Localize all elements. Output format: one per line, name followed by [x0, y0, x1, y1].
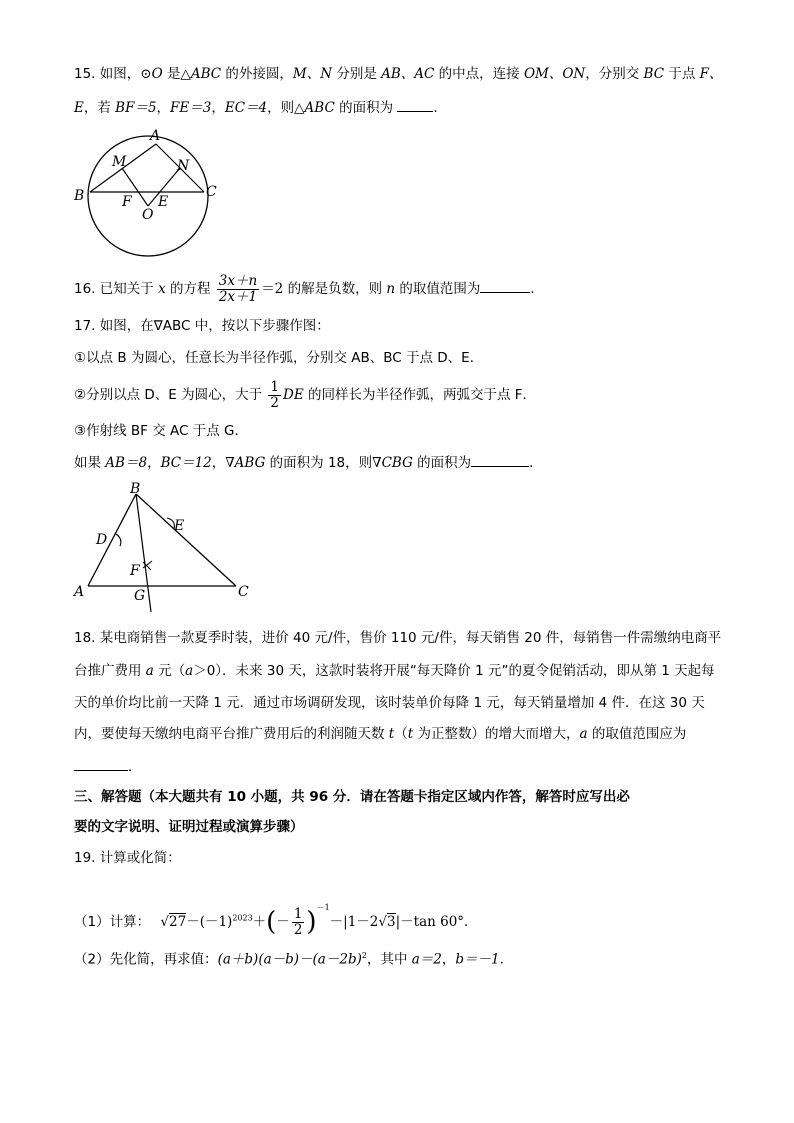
math: ＝2 — [261, 281, 284, 297]
q17-step3: ③作射线 BF 交 AC 于点 G． — [74, 423, 248, 439]
q18-line5 — [74, 756, 142, 777]
answer-blank[interactable] — [74, 756, 128, 771]
denominator: 2 — [293, 921, 303, 938]
label-c: C — [238, 584, 249, 600]
text: 内，要使每天缴纳电商平台推广费用后的利润随天数 — [74, 726, 389, 742]
text: 为正整数）的增大而增大， — [413, 726, 580, 742]
math: EC＝4 — [224, 100, 268, 116]
label-c: C — [206, 184, 217, 200]
exponent: 2 — [361, 951, 367, 960]
label-m: M — [112, 154, 127, 170]
text: ， — [147, 455, 161, 471]
text: 的外接圆， — [221, 66, 293, 82]
q17-figure — [70, 478, 260, 618]
label-g: G — [134, 588, 146, 604]
math: OM、ON — [523, 66, 586, 82]
q17-step1: ①以点 B 为圆心，任意长为半径作弧，分别交 AB、BC 于点 D、E． — [74, 350, 484, 366]
text: ． — [529, 455, 543, 471]
label-n: N — [177, 158, 190, 174]
math: ⊙O — [140, 66, 163, 82]
text: 分别是 — [332, 66, 382, 82]
math: x — [158, 281, 166, 297]
sqrt-3: √3 — [378, 914, 396, 930]
q19-part1 — [74, 888, 478, 942]
math: M、N — [292, 66, 333, 82]
text: 的解是负数，则 — [283, 281, 387, 297]
text: （ — [394, 726, 408, 742]
exponent: 2023 — [232, 913, 253, 923]
text: ，则 — [267, 100, 295, 116]
segment-bc — [136, 494, 236, 586]
text: 如果 — [74, 455, 106, 471]
text: 的同样长为半径作弧，两弧交于点 F． — [303, 387, 537, 403]
math: E — [74, 100, 84, 116]
text: 的中点，连接 — [434, 66, 524, 82]
math: F、 — [699, 66, 723, 82]
math: |1－2 — [343, 914, 379, 930]
math: | — [395, 914, 401, 930]
math: a — [145, 663, 154, 679]
q17-given — [74, 452, 543, 473]
math: (－1) — [199, 914, 233, 930]
arc-d — [116, 534, 121, 546]
label-a: A — [74, 584, 85, 600]
q19-part2 — [74, 946, 513, 970]
math: － — [329, 914, 344, 930]
math: － — [276, 914, 290, 930]
q18-line2 — [74, 661, 715, 681]
math: ＋ — [252, 914, 267, 930]
math: t — [407, 726, 414, 742]
math: a — [579, 726, 588, 742]
math: BF＝5 — [115, 100, 157, 116]
paren: ( — [266, 907, 277, 937]
text: 的取值范围为 — [395, 281, 481, 297]
numerator: 1 — [270, 378, 279, 395]
q17-step2 — [74, 378, 536, 412]
q18-line4 — [74, 724, 686, 744]
math: ∇CBG — [372, 455, 413, 471]
text: （1）计算： — [74, 914, 151, 930]
math: DE — [283, 387, 304, 403]
fraction-half — [292, 907, 305, 938]
text: 是 — [162, 66, 181, 82]
label-d: D — [96, 532, 108, 548]
denominator: 2x＋1 — [218, 288, 258, 305]
text: ． — [128, 759, 142, 775]
q15-line2 — [74, 97, 447, 118]
fraction-half — [268, 380, 281, 411]
label-b: B — [74, 188, 85, 204]
circumcircle — [88, 136, 208, 256]
text: ②分别以点 D、E 为圆心，大于 — [74, 387, 267, 403]
label-o: O — [142, 207, 154, 223]
text: ． — [433, 100, 447, 116]
label-f: F — [122, 194, 132, 210]
text: 元（ — [153, 663, 186, 679]
radicand: 27 — [169, 914, 187, 930]
text: 的面积为 — [334, 100, 398, 116]
label-a: A — [150, 128, 161, 144]
math: BC — [643, 66, 665, 82]
answer-blank[interactable] — [397, 97, 433, 112]
label-b: B — [130, 481, 141, 497]
section3-heading-line2: 要的文字说明、证明过程或演算步骤） — [74, 819, 304, 835]
text: 于点 — [664, 66, 700, 82]
q18-line1: 18. 某电商销售一款夏季时装，进价 40 元/件，售价 110 元/件，每天销售 20 件，每销售一件需缴纳电商平 — [74, 630, 722, 646]
q17-title: 17. 如图，在∇ABC 中，按以下步骤作图： — [74, 318, 330, 334]
text: ， — [211, 100, 225, 116]
text: ，若 — [83, 100, 116, 116]
text: ， — [441, 951, 456, 968]
text: ， — [211, 455, 226, 471]
text: ，其中 — [366, 951, 412, 968]
label-f: F — [130, 563, 140, 579]
paren: ) — [306, 907, 317, 937]
math: △ABC — [294, 100, 335, 116]
math: ∇ABG — [225, 455, 266, 471]
exponent: －1 — [316, 903, 330, 912]
math: AB＝8 — [105, 455, 148, 471]
answer-blank[interactable] — [480, 278, 530, 293]
text: ． — [530, 281, 544, 297]
math: AB、AC — [381, 66, 435, 82]
math: b＝－1 — [455, 951, 500, 968]
math: FE＝3 — [170, 100, 212, 116]
text: ． — [499, 951, 514, 968]
q15-figure — [70, 126, 230, 262]
math: (a＋b)(a－b)－(a－2b) — [217, 951, 362, 968]
text: 15. 如图， — [74, 66, 141, 82]
text: ， — [156, 100, 171, 116]
fraction — [217, 274, 259, 305]
label-e: E — [174, 518, 185, 534]
math: － — [186, 914, 200, 930]
q19-title: 19. 计算或化简： — [74, 850, 181, 866]
text: 的面积为 18，则 — [265, 455, 373, 471]
text: ＞0）．未来 30 天，这款时装将开展“每天降价 1 元”的夏令促销活动，即从第 1 天起每 — [193, 663, 715, 679]
text: 的方程 — [165, 281, 215, 297]
math: t — [388, 726, 395, 742]
text: （2）先化简，再求值： — [74, 951, 218, 968]
section3-heading-line1: 三、解答题（本大题共有 10 小题，共 96 分．请在答题卡指定区域内作答，解答时应写出必 — [74, 789, 630, 805]
answer-blank[interactable] — [471, 452, 529, 467]
math: －tan 60°． — [400, 914, 478, 930]
q18-line3: 天的单价均比前一天降 1 元．通过市场调研发现，该时装单价每降 1 元，每天销量增加 4 件．在这 30 天 — [74, 695, 705, 711]
text: 的面积为 — [412, 455, 472, 471]
text: 台推广费用 — [74, 663, 146, 679]
text: 16. 已知关于 — [74, 281, 159, 297]
denominator: 2 — [270, 394, 279, 411]
text: ，分别交 — [585, 66, 644, 82]
radicand: 3 — [387, 914, 396, 930]
label-e: E — [158, 194, 169, 210]
math: n — [386, 281, 396, 297]
sqrt-27: √27 — [160, 914, 187, 930]
q16-line — [74, 272, 544, 306]
numerator: 3x＋n — [218, 272, 258, 289]
text: 的取值范围应为 — [587, 726, 687, 742]
q15-line1 — [74, 64, 723, 84]
math: △ABC — [180, 66, 222, 82]
math: a＝2 — [411, 951, 442, 968]
math: BC＝12 — [160, 455, 212, 471]
math: a — [185, 663, 194, 679]
numerator: 1 — [293, 905, 303, 922]
